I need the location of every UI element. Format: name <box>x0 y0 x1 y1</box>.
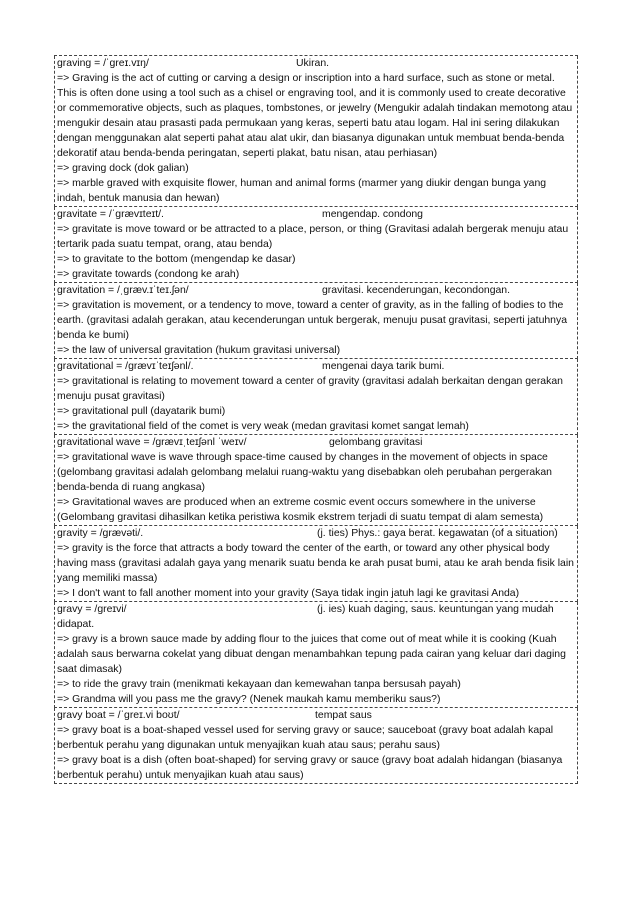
headword: gravy = /greɪvi/ <box>57 604 127 615</box>
headword-line <box>57 283 575 298</box>
example-text: => to ride the gravy train (menikmati kekayaan dan kemewahan tanpa bersusah payah) <box>57 679 461 690</box>
definition-text: => gravy boat is a boat-shaped vessel used for serving gravy or sauce; sauceboat (gravy boat adalah kapal berbentuk perahu yang digunakan untuk menyajikan kuah atau saus; perahu saus) <box>57 725 554 751</box>
gloss: gravitasi. kecenderungan, kecondongan. <box>322 285 511 296</box>
example-text: => gravitate towards (condong ke arah) <box>57 269 240 280</box>
headword-line <box>57 602 575 632</box>
entry-gravity <box>54 526 578 602</box>
gloss: (j. ies) kuah daging, saus. keuntungan yang mudah didapat. <box>57 604 554 630</box>
example-text: => marble graved with exquisite flower, human and animal forms (marmer yang diukir dengan bunga yang indah, bentuk manusia dan hewan) <box>57 178 547 204</box>
example-text: => gravy boat is a dish (often boat-shaped) for serving gravy or sauce (gravy boat adalah hidangan (biasanya berbentuk perahu) untuk menyajikan kuah atau saus) <box>57 755 563 781</box>
entry-gravitational-wave <box>54 435 578 526</box>
definition-text: => gravy is a brown sauce made by adding flour to the juices that come out of meat while it is cooking (Kuah adalah saus berwarna cokelat yang dibuat dengan menambahkan tepung pada cairan yang keluar dari daging saat dimasak) <box>57 634 566 675</box>
definition-text: => gravitational wave is wave through space-time caused by changes in the movement of objects in space (gelombang gravitasi adalah gelombang melalui ruang-waktu yang disebabkan oleh perubahan pergerakan benda-benda di ruang angkasa) <box>57 452 552 493</box>
headword-line <box>57 435 575 450</box>
headword-line <box>57 56 575 71</box>
example-text: => the gravitational field of the comet is very weak (medan gravitasi komet sangat lemah) <box>57 421 469 432</box>
headword-line <box>57 526 575 541</box>
example-text: => Gravitational waves are produced when an extreme cosmic event occurs somewhere in the universe (Gelombang gravitasi dihasilkan ketika peristiwa kosmik ekstrem terjadi di suatu tempat di alam semesta) <box>57 497 544 523</box>
headword: gravitate = /ˈgrævɪteɪt/. <box>57 209 164 220</box>
headword: gravitational wave = /grævɪˌteɪʃənl ˈweɪv/ <box>57 437 247 448</box>
gloss: gelombang gravitasi <box>329 437 423 448</box>
entry-gravitational <box>54 359 578 435</box>
example-text: => Grandma will you pass me the gravy? (Nenek maukah kamu memberiku saus?) <box>57 694 441 705</box>
headword: graving = /ˈgreɪ.vɪŋ/ <box>57 58 149 69</box>
entry-gravy-boat <box>54 708 578 784</box>
example-text: => gravitational pull (dayatarik bumi) <box>57 406 226 417</box>
entry-gravitation <box>54 283 578 359</box>
headword: gravity = /grævəti/. <box>57 528 144 539</box>
entry-gravy <box>54 602 578 708</box>
headword-line <box>57 207 575 222</box>
gloss: mengendap. condong <box>322 209 423 220</box>
dictionary-table <box>54 55 578 784</box>
gloss: Ukiran. <box>296 58 330 69</box>
headword: gravitational = /grævɪˈteɪʃənl/. <box>57 361 194 372</box>
definition-text: => gravity is the force that attracts a body toward the center of the earth, or toward any other physical body having mass (gravitasi adalah gaya yang menarik suatu benda ke arah pusat bumi, atau ke arah benda fisik lain yang memiliki massa) <box>57 543 574 584</box>
example-text: => I don't want to fall another moment into your gravity (Saya tidak ingin jatuh lagi ke gravitasi Anda) <box>57 588 520 599</box>
headword-line <box>57 359 575 374</box>
definition-text: => gravitate is move toward or be attracted to a place, person, or thing (Gravitasi adalah bergerak menuju atau tertarik pada suatu tempat, orang, atau benda) <box>57 224 569 250</box>
definition-text: => gravitation is movement, or a tendency to move, toward a center of gravity, as in the falling of bodies to the earth. (gravitasi adalah gerakan, atau kecenderungan untuk bergerak, menuju pusat gravitasi, seperti jatuhnya benda ke bumi) <box>57 300 568 341</box>
example-text: => the law of universal gravitation (hukum gravitasi universal) <box>57 345 341 356</box>
headword: gravy boat = /ˈgreɪ.vi boʊt/ <box>57 710 180 721</box>
example-text: => to gravitate to the bottom (mengendap ke dasar) <box>57 254 296 265</box>
entry-gravitate <box>54 207 578 283</box>
headword-line <box>57 708 575 723</box>
gloss: mengenai daya tarik bumi. <box>322 361 445 372</box>
gloss: (j. ties) Phys.: gaya berat. kegawatan (of a situation) <box>317 528 558 539</box>
headword: gravitation = /ˌgræv.ɪˈteɪ.ʃən/ <box>57 285 189 296</box>
example-text: => graving dock (dok galian) <box>57 163 189 174</box>
gloss: tempat saus <box>315 710 372 721</box>
definition-text: => Graving is the act of cutting or carving a design or inscription into a hard surface, such as stone or metal. This is often done using a tool such as a chisel or engraving tool, and it is commonly used to create decorative or commemorative objects, such as plaques, tombstones, or jewelry (Mengukir adalah tindakan memotong atau mengukir desain atau prasasti pada permukaan yang keras, seperti batu atau logam. Hal ini sering dilakukan dengan menggunakan alat seperti pahat atau alat ukir, dan biasanya digunakan untuk membuat benda-benda dekoratif atau benda-benda peringatan, seperti plakat, batu nisan, atau perhiasan) <box>57 73 573 159</box>
definition-text: => gravitational is relating to movement toward a center of gravity (gravitasi adalah berkaitan dengan gerakan menuju pusat gravitasi) <box>57 376 563 402</box>
entry-graving <box>54 56 578 207</box>
